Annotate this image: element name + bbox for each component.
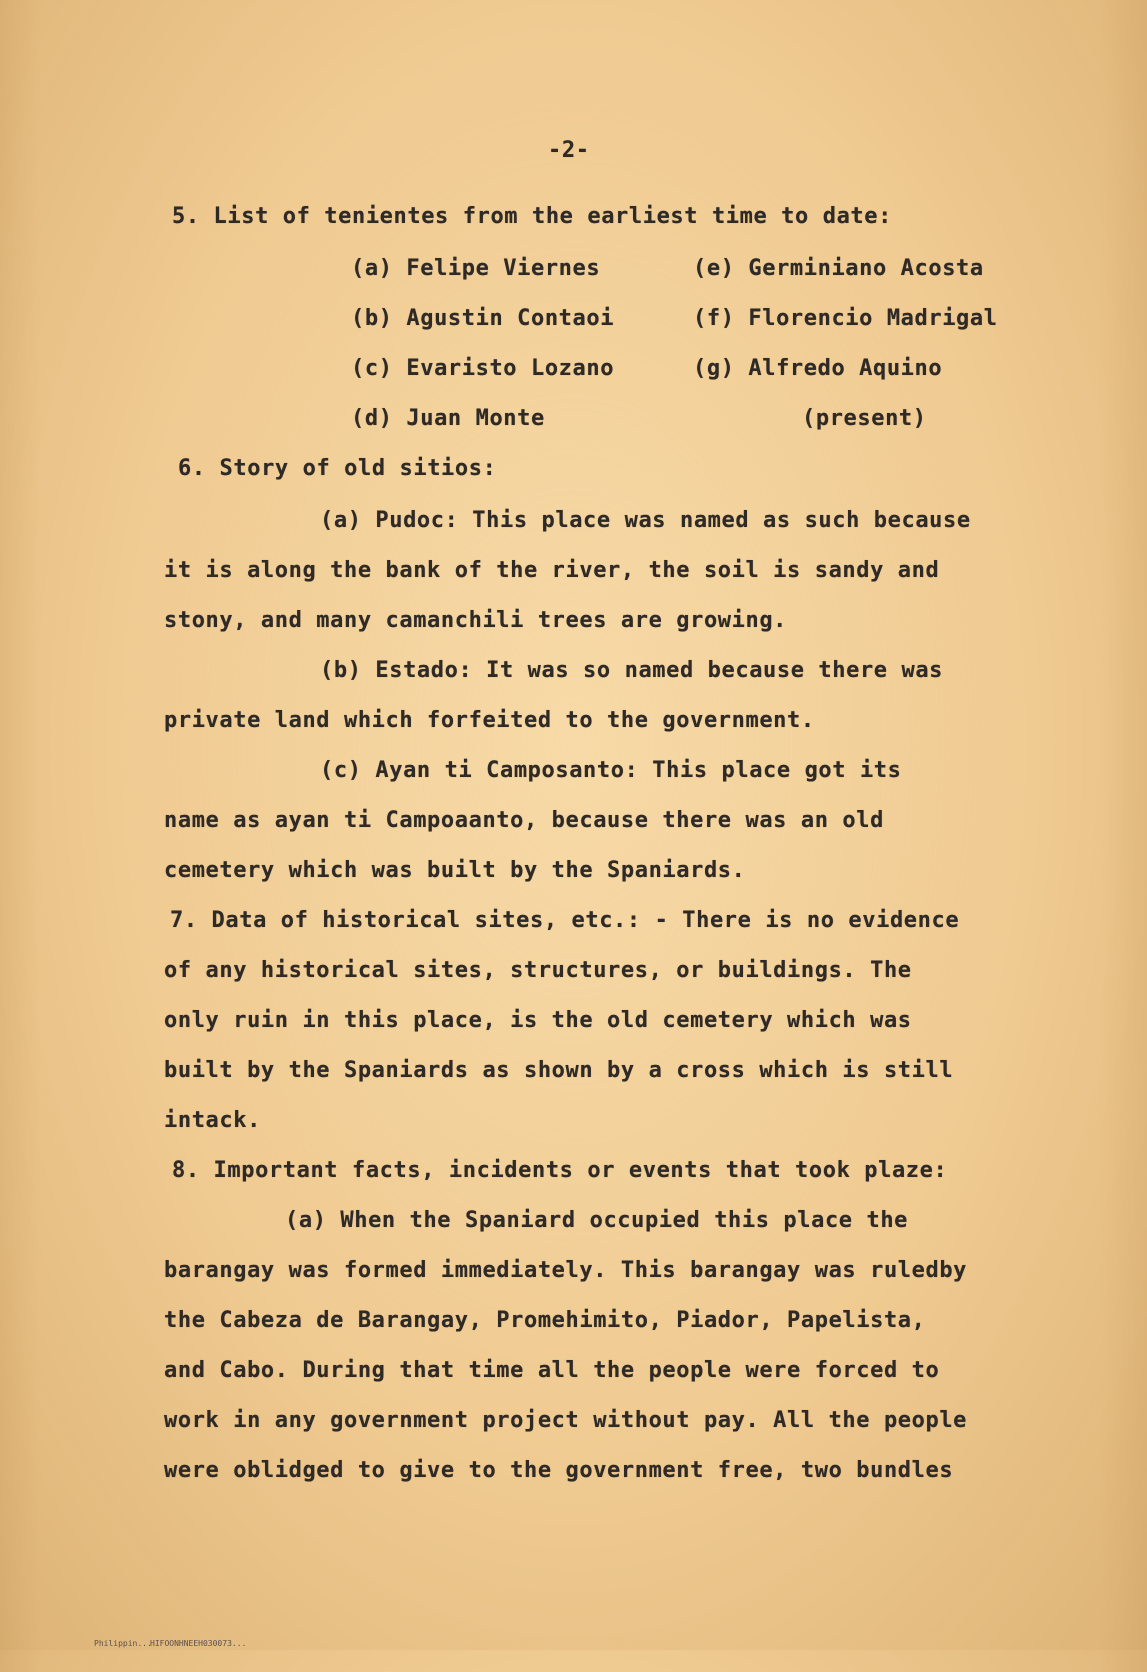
teniente-c: (c) Evaristo Lozano: [351, 356, 615, 381]
teniente-f: (f) Florencio Madrigal: [693, 306, 998, 331]
footer-left-text: Philippin...: [94, 1639, 152, 1648]
section-7-line-3: only ruin in this place, is the old cemetery which was: [164, 1008, 912, 1033]
sitio-pudoc-line-3: stony, and many camanchili trees are growing.: [164, 608, 788, 633]
teniente-b: (b) Agustin Contaoi: [351, 306, 615, 331]
footer-right-text: HIFOONHNEEH030073...: [150, 1639, 247, 1648]
section-8-line-3: barangay was formed immediately. This barangay was ruledby: [164, 1258, 968, 1283]
section-7-line-4: built by the Spaniards as shown by a cross which is still: [164, 1058, 954, 1083]
section-6-heading: 6. Story of old sitios:: [178, 456, 497, 481]
section-8-line-6: work in any government project without pay. All the people: [164, 1408, 968, 1433]
teniente-e: (e) Germiniano Acosta: [693, 256, 984, 281]
section-7-line-5: intack.: [164, 1108, 261, 1133]
sitio-estado-line-1: (b) Estado: It was so named because there was: [320, 658, 944, 683]
teniente-present-note: (present): [802, 406, 927, 431]
page-number: -2-: [548, 138, 590, 163]
section-8-line-5: and Cabo. During that time all the people were forced to: [164, 1358, 940, 1383]
section-8-line-7: were oblidged to give to the government free, two bundles: [164, 1458, 954, 1483]
sitio-pudoc-line-2: it is along the bank of the river, the soil is sandy and: [164, 558, 940, 583]
sitio-pudoc-line-1: (a) Pudoc: This place was named as such because: [320, 508, 971, 533]
section-5-heading: 5. List of tenientes from the earliest time to date:: [172, 204, 892, 229]
sitio-camposanto-line-1: (c) Ayan ti Camposanto: This place got its: [320, 758, 902, 783]
teniente-d: (d) Juan Monte: [351, 406, 545, 431]
section-8-heading: 8. Important facts, incidents or events that took plaze:: [172, 1158, 948, 1183]
sitio-camposanto-line-3: cemetery which was built by the Spaniards.: [164, 858, 746, 883]
sitio-estado-line-2: private land which forfeited to the government.: [164, 708, 815, 733]
section-7-line-1: 7. Data of historical sites, etc.: - There is no evidence: [170, 908, 960, 933]
section-7-line-2: of any historical sites, structures, or buildings. The: [164, 958, 912, 983]
section-8-line-2: (a) When the Spaniard occupied this place the: [285, 1208, 909, 1233]
scan-footer: [0, 1636, 1147, 1650]
teniente-a: (a) Felipe Viernes: [351, 256, 601, 281]
sitio-camposanto-line-2: name as ayan ti Campoaanto, because there was an old: [164, 808, 884, 833]
section-8-line-4: the Cabeza de Barangay, Promehimito, Piador, Papelista,: [164, 1308, 926, 1333]
teniente-g: (g) Alfredo Aquino: [693, 356, 943, 381]
